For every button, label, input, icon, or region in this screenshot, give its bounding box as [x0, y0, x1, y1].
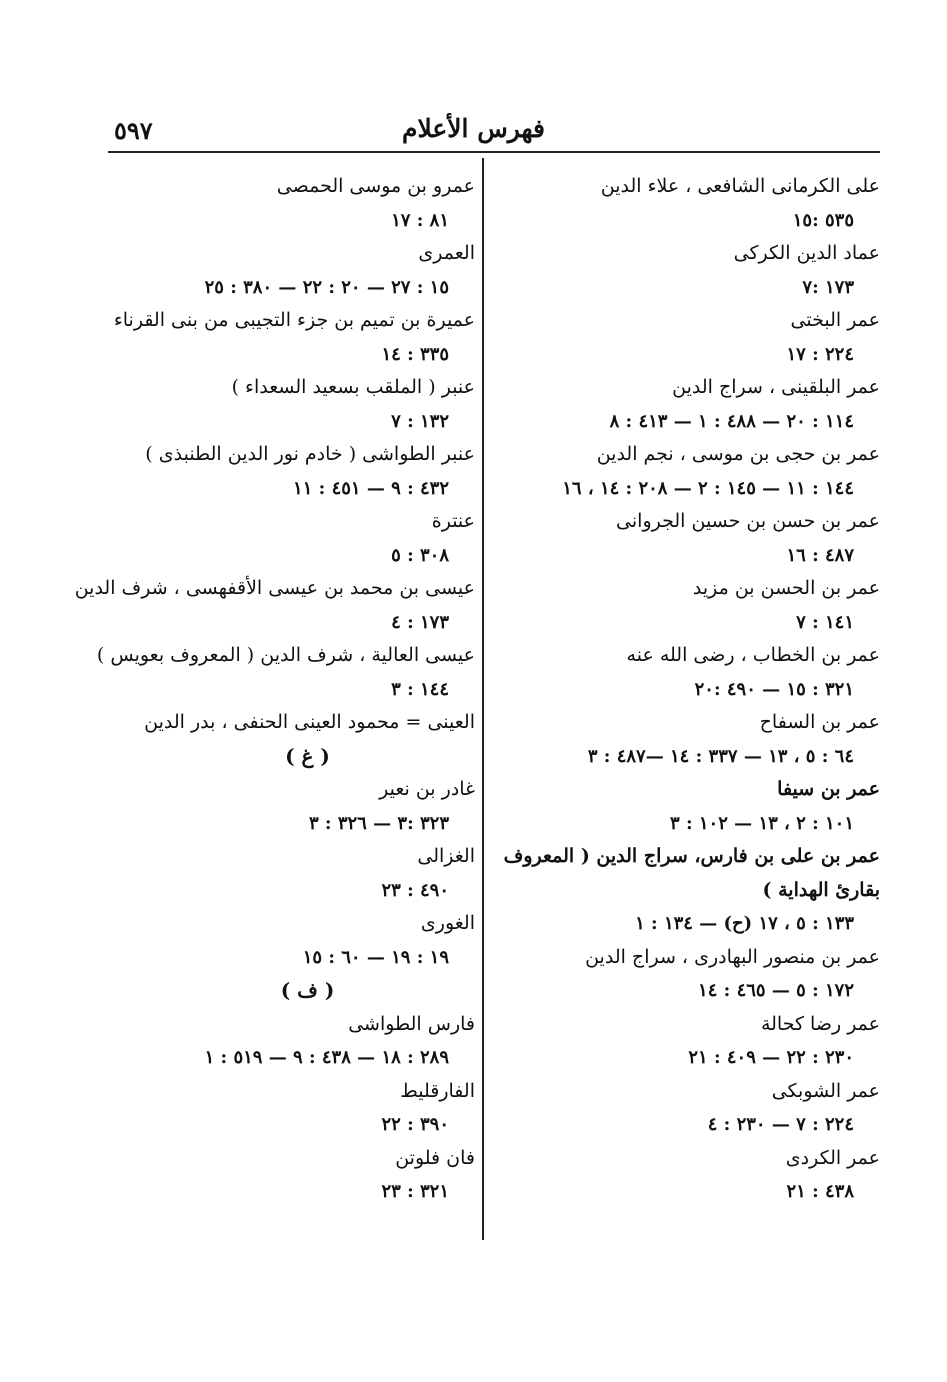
index-entry — [110, 237, 475, 304]
entry-page-refs: ٣٢١ : ٢٣ — [381, 1181, 449, 1202]
page-number: ٥٩٧ — [114, 116, 153, 145]
entry-name: عمر بن منصور البهادرى ، سراج الدين — [585, 945, 880, 968]
index-entry — [500, 1075, 880, 1142]
entry-page-refs: ٤٣٨ : ٢١ — [786, 1181, 854, 1202]
entry-name: عماد الدين الكركى — [733, 242, 880, 264]
index-entry — [110, 907, 475, 974]
index-entry — [74, 572, 475, 639]
entry-name: الغزالى — [417, 845, 475, 867]
entry-page-refs: ١٠١ : ٢ ، ١٣ — ١٠٢ : ٣ — [670, 812, 854, 834]
entry-page-refs: ٣٢٣ :٣ — ٣٢٦ : ٣ — [308, 812, 449, 834]
index-entry — [500, 773, 880, 840]
entry-page-refs: ١٣٣ : ٥ ، ١٧ (ح) — ١٣٤ : ١ — [635, 913, 854, 934]
section-letter-heading: ( غ ) — [285, 743, 330, 768]
entry-page-refs: ٤٨٧ : ١٦ — [786, 544, 854, 566]
entry-page-refs: ٦٤ : ٥ ، ١٣ — ٣٣٧ : ١٤ —٤٨٧ : ٣ — [587, 745, 854, 767]
index-entry — [110, 773, 475, 840]
entry-name: الفارقليط — [400, 1079, 475, 1102]
entry-name: فارس الطواشى — [348, 1012, 475, 1035]
entry-page-refs: ١٣٢ : ٧ — [391, 410, 449, 432]
entry-page-refs: ١٤٤ : ١١ — ١٤٥ : ٢ — ٢٠٨ : ١٤ ، ١٦ — [562, 477, 854, 499]
entry-name: عمر بن على بن فارس، سراج الدين ( المعروف بقارئ الهداية ) — [503, 845, 880, 901]
right-column — [500, 170, 880, 1209]
index-entry — [110, 438, 475, 505]
index-entry — [500, 941, 880, 1008]
entry-page-refs: ٤٩٠ : ٢٣ — [381, 879, 449, 901]
entry-page-refs: ١٧٢ : ٥ — ٤٦٥ : ١٤ — [698, 980, 854, 1001]
entry-page-refs: ٣٩٠ : ٢٢ — [381, 1114, 449, 1135]
index-entry — [110, 1142, 475, 1209]
entry-name: الغورى — [420, 912, 475, 934]
column-divider — [482, 158, 484, 1240]
entry-page-refs: ٢٣٠ : ٢٢ — ٤٠٩ : ٢١ — [688, 1047, 854, 1068]
index-entry — [500, 237, 880, 304]
entry-page-refs: ٨١ : ١٧ — [391, 209, 449, 231]
index-entry — [110, 1008, 475, 1075]
entry-name: العينى = محمود العينى الحنفى ، بدر الدين — [144, 711, 475, 733]
index-entry — [500, 706, 880, 773]
entry-name: عميرة بن تميم بن جزء التجيبى من بنى القرناء — [113, 309, 475, 331]
index-entry — [500, 304, 880, 371]
entry-name: عمر الكردى — [785, 1146, 880, 1169]
entry-name: عمر البلقينى ، سراج الدين — [672, 376, 880, 398]
entry-page-refs: ٣٠٨ : ٥ — [391, 544, 449, 566]
index-entry — [500, 170, 880, 237]
entry-page-refs: ٢٨٩ : ١٨ — ٤٣٨ : ٩ — ٥١٩ : ١ — [204, 1047, 449, 1068]
entry-page-refs: ٢٢٤ : ١٧ — [786, 343, 854, 365]
entry-name: عمر بن الخطاب ، رضى الله عنه — [626, 644, 880, 666]
entry-name: فان فلوتن — [395, 1146, 475, 1169]
entry-name: عمر بن حجى بن موسى ، نجم الدين — [596, 443, 880, 465]
section-letter-heading: ( ف ) — [280, 978, 335, 1002]
entry-name: عنترة — [431, 510, 475, 532]
entry-page-refs: ١٧٣ : ٤ — [391, 611, 449, 633]
entry-page-refs: ٣٢١ : ١٥ — ٤٩٠ :٢٠ — [694, 678, 854, 700]
page-title: فهرس الأعلام — [401, 114, 545, 143]
index-entry — [500, 438, 880, 505]
index-entry — [500, 639, 880, 706]
entry-page-refs: ٥٣٥ :١٥ — [792, 209, 854, 231]
entry-page-refs: ١٥ : ٢٧ — ٢٠ : ٢٢ — ٣٨٠ : ٢٥ — [204, 276, 449, 298]
entry-page-refs: ٣٣٥ : ١٤ — [381, 343, 449, 365]
index-entry — [110, 304, 475, 371]
entry-name: عمر بن سيفا — [777, 778, 880, 800]
entry-name: عيسى بن محمد بن عيسى الأقفهسى ، شرف الدين — [74, 577, 475, 599]
entry-page-refs: ١٧٣ :٧ — [802, 276, 854, 298]
index-entry — [500, 1142, 880, 1209]
index-entry — [500, 505, 880, 572]
index-entry — [500, 572, 880, 639]
index-entry — [110, 840, 475, 907]
entry-name: العمرى — [418, 242, 475, 264]
index-entry — [96, 639, 475, 706]
entry-page-refs: ١٤٤ : ٣ — [391, 678, 449, 700]
entry-name: عمر الشوبكى — [771, 1079, 880, 1102]
entry-name: عيسى العالية ، شرف الدين ( المعروف بعويس ) — [96, 644, 475, 666]
index-entry — [110, 706, 475, 740]
entry-name: عمر البختى — [790, 309, 880, 331]
index-entry — [110, 505, 475, 572]
header-rule — [108, 151, 880, 153]
entry-name: عنبر الطواشى ( خادم نور الدين الطنبذى ) — [145, 443, 475, 465]
index-entry — [110, 170, 475, 237]
entry-name: عنبر ( الملقب بسعيد السعداء ) — [231, 376, 475, 398]
entry-page-refs: ٢٢٤ : ٧ — ٢٣٠ : ٤ — [707, 1114, 854, 1135]
entry-name: غادر بن نعير — [379, 778, 475, 800]
entry-page-refs: ١٤١ : ٧ — [796, 611, 854, 633]
index-entry — [110, 1075, 475, 1142]
index-entry — [110, 371, 475, 438]
entry-name: عمرو بن موسى الحمصى — [276, 175, 475, 197]
entry-name: عمر بن حسن بن حسين الجروانى — [616, 510, 880, 532]
index-entry — [500, 1008, 880, 1075]
index-entry — [500, 840, 880, 941]
entry-name: عمر بن الحسن بن مزيد — [692, 577, 880, 599]
entry-name: عمر رضا كحالة — [760, 1012, 880, 1035]
left-column — [74, 170, 475, 1209]
entry-page-refs: ١٩ : ١٩ — ٦٠ : ١٥ — [302, 946, 449, 968]
index-entry — [500, 371, 880, 438]
entry-page-refs: ٤٣٢ : ٩ — ٤٥١ : ١١ — [293, 477, 449, 499]
entry-name: عمر بن السفاح — [759, 711, 880, 733]
entry-name: على الكرمانى الشافعى ، علاء الدين — [600, 175, 880, 197]
entry-page-refs: ١١٤ : ٢٠ — ٤٨٨ : ١ — ٤١٣ : ٨ — [609, 410, 854, 432]
